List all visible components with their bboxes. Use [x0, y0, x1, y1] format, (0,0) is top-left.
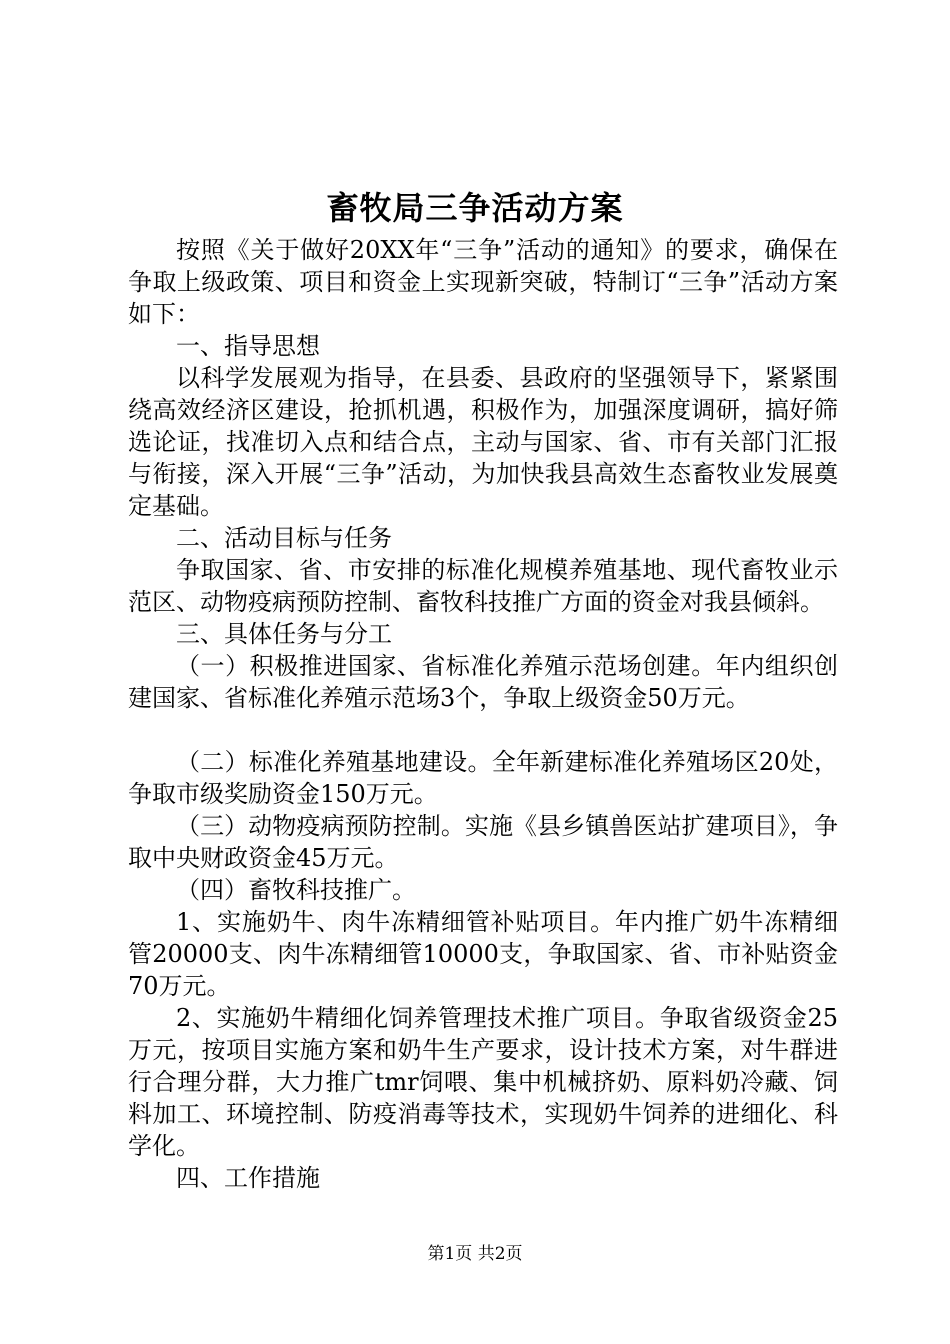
guiding-ideology-paragraph: 以科学发展观为指导，在县委、县政府的坚强领导下，紧紧围绕高效经济区建设，抢抓机遇，积极作为，加强深度调研，搞好筛选论证，找准切入点和结合点，主动与国家、省、市有关部门汇报与衔接，深入开展“三争”活动，为加快我县高效生态畜牧业发展奠定基础。 [128, 364, 838, 520]
document-body [128, 234, 838, 1194]
intro-paragraph: 按照《关于做好20XX年“三争”活动的通知》的要求，确保在争取上级政策、项目和资金上实现新突破，特制订“三争”活动方案如下： [128, 236, 838, 328]
document-title: 畜牧局三争活动方案 [326, 189, 624, 227]
section-heading-guiding-ideology: 一、指导思想 [176, 332, 320, 360]
paragraph-gap [128, 714, 838, 746]
sub-task-1: 1、实施奶牛、肉牛冻精细管补贴项目。年内推广奶牛冻精细管20000支、肉牛冻精细管10000支，争取国家、省、市补贴资金70万元。 [128, 908, 838, 1000]
task-item-3: （三）动物疫病预防控制。实施《县乡镇兽医站扩建项目》，争取中央财政资金45万元。 [128, 812, 838, 872]
task-item-4: （四）畜牧科技推广。 [176, 876, 416, 904]
section-heading-goals-and-tasks: 二、活动目标与任务 [176, 524, 392, 552]
task-item-1: （一）积极推进国家、省标准化养殖示范场创建。年内组织创建国家、省标准化养殖示范场3个，争取上级资金50万元。 [128, 652, 838, 712]
goals-paragraph: 争取国家、省、市安排的标准化规模养殖基地、现代畜牧业示范区、动物疫病预防控制、畜牧科技推广方面的资金对我县倾斜。 [128, 556, 838, 616]
sub-task-2: 2、实施奶牛精细化饲养管理技术推广项目。争取省级资金25万元，按项目实施方案和奶牛生产要求，设计技术方案，对牛群进行合理分群，大力推广tmr饲喂、集中机械挤奶、原料奶冷藏、饲料加工、环境控制、防疫消毒等技术，实现奶牛饲养的进细化、科学化。 [128, 1004, 838, 1160]
section-heading-specific-tasks: 三、具体任务与分工 [176, 620, 392, 648]
section-heading-work-measures: 四、工作措施 [176, 1164, 320, 1192]
page-footer: 第1页 共2页 [427, 1244, 523, 1264]
task-item-2: （二）标准化养殖基地建设。全年新建标准化养殖场区20处，争取市级奖励资金150万元。 [128, 748, 838, 808]
